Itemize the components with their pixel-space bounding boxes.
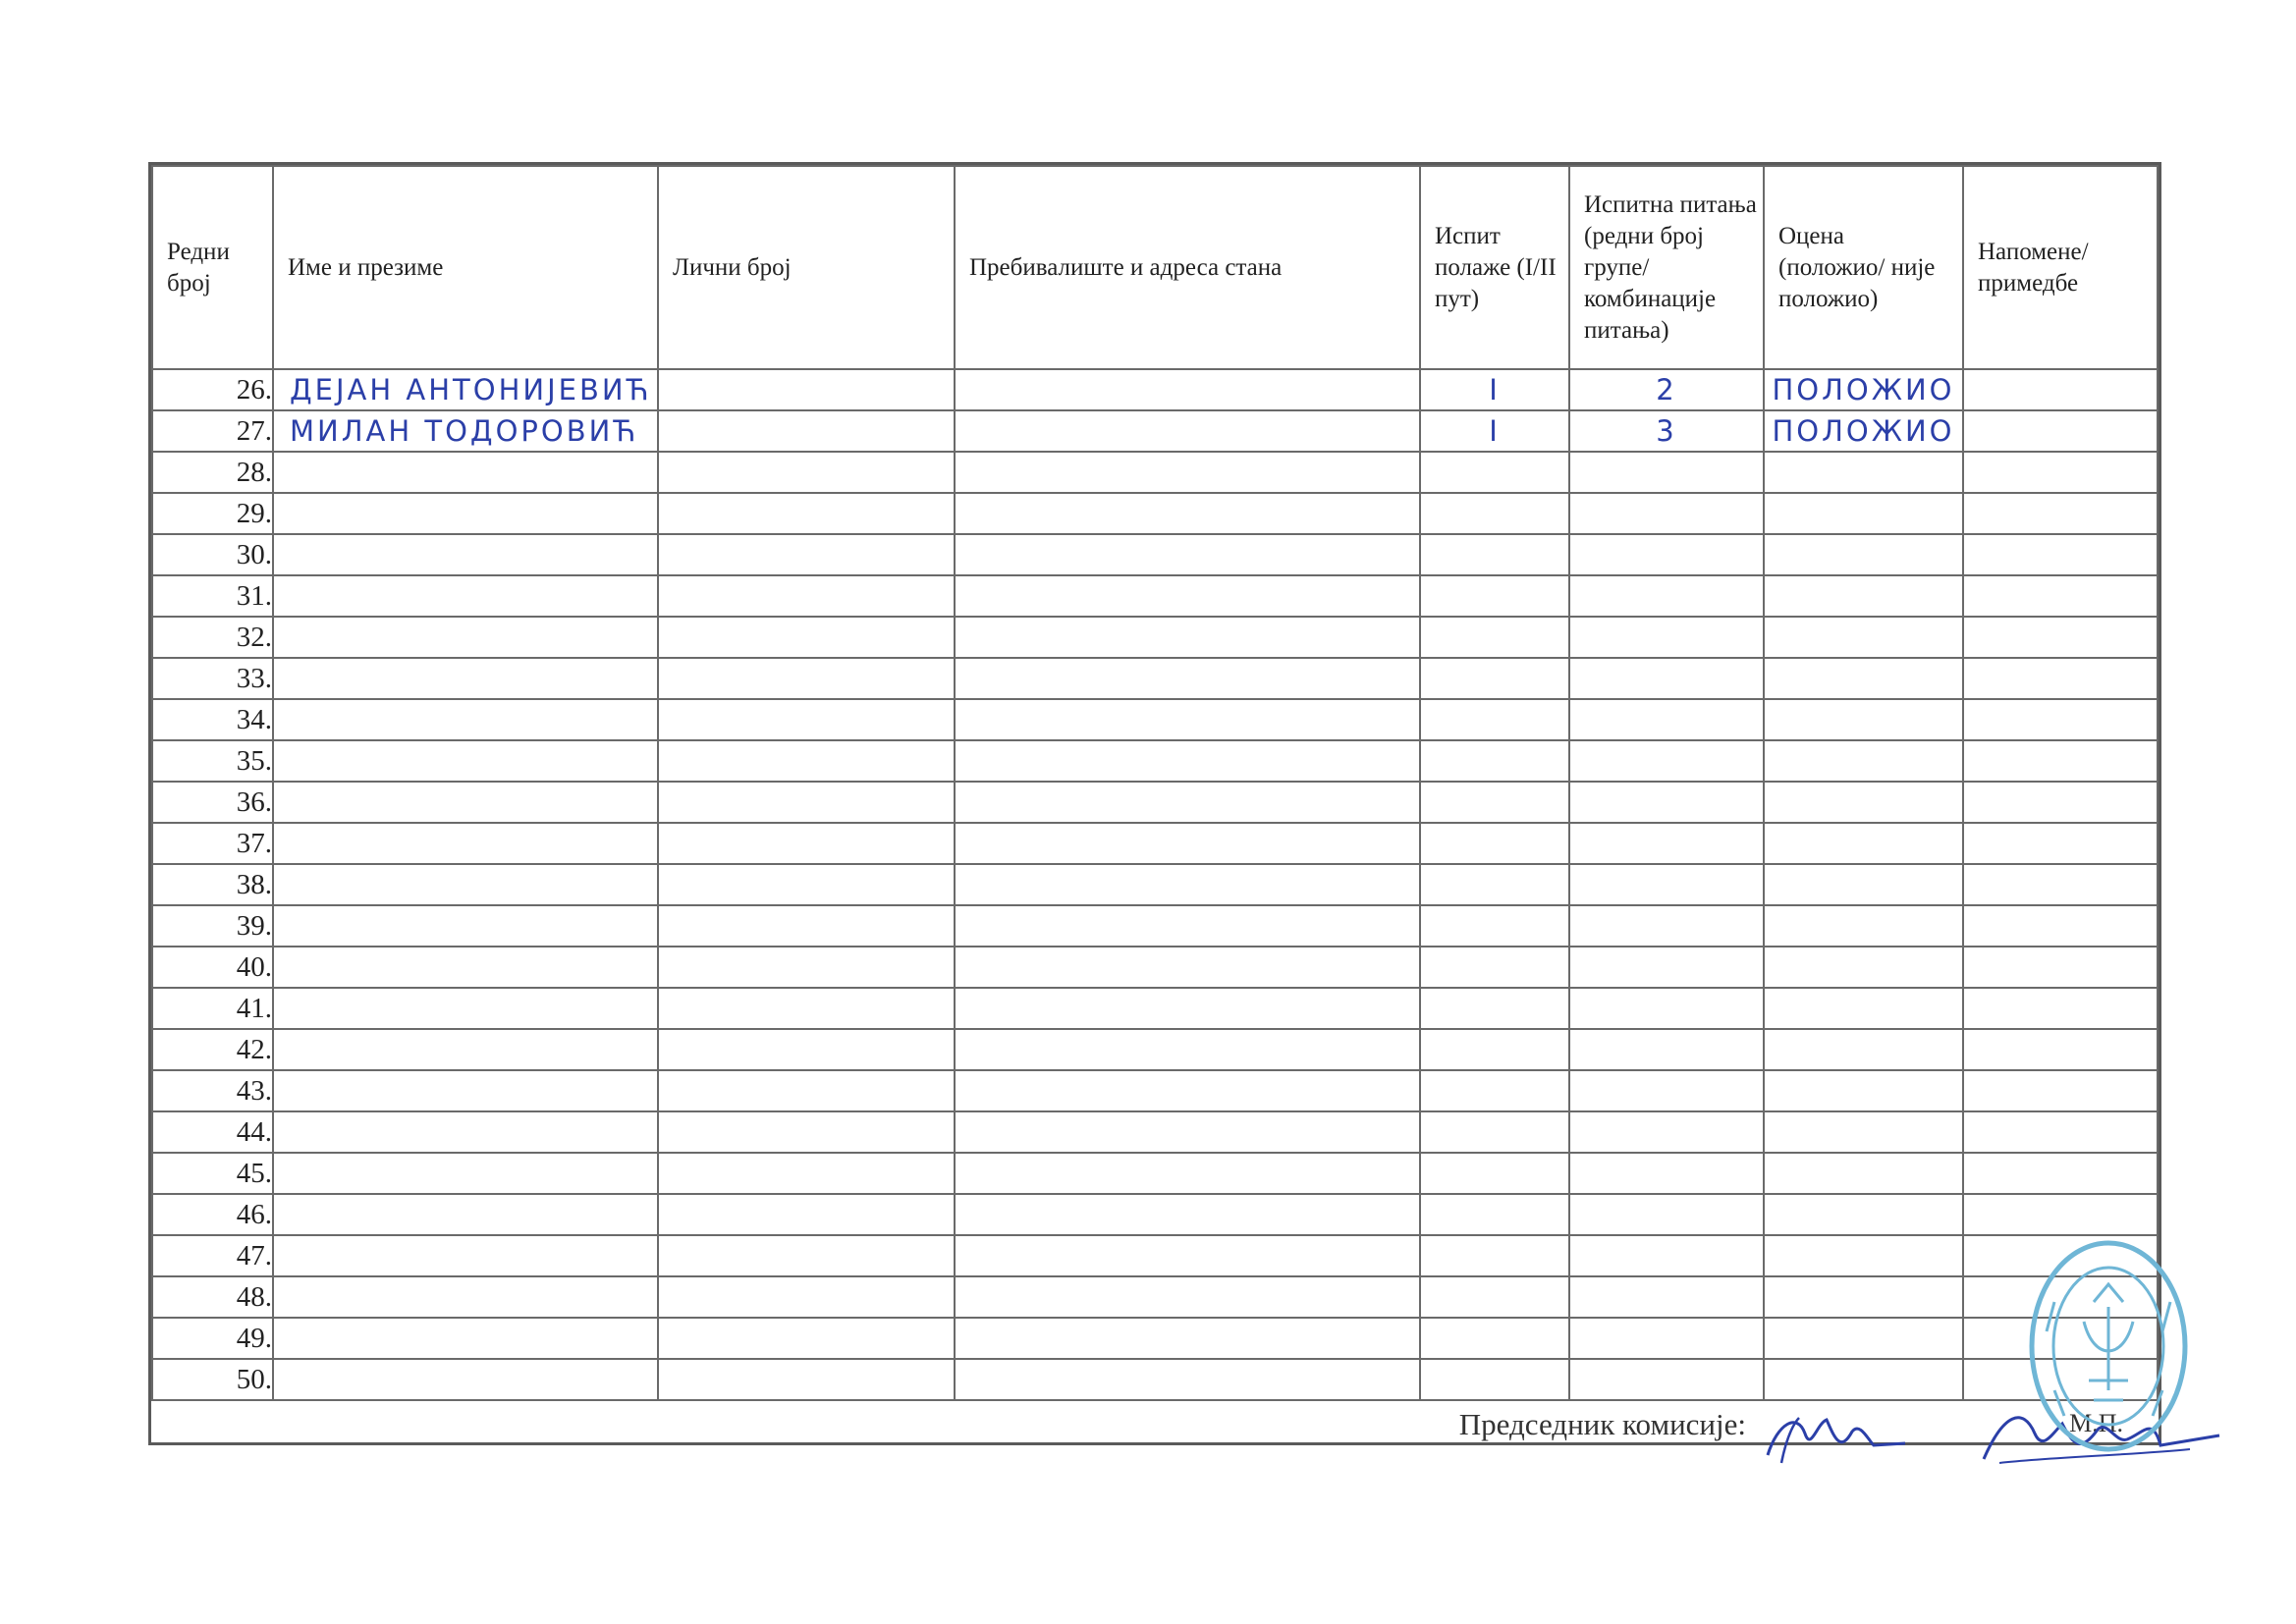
cell-grade: [1764, 1070, 1963, 1111]
header-residence: Пребивалиште и адреса стана: [955, 166, 1420, 369]
cell-attempt: [1420, 1153, 1569, 1194]
cell-questions: [1569, 658, 1764, 699]
cell-questions: [1569, 534, 1764, 575]
cell-questions: [1569, 1235, 1764, 1276]
cell-residence: [955, 1111, 1420, 1153]
cell-notes: [1963, 905, 2158, 947]
cell-grade: [1764, 905, 1963, 947]
cell-id-number: [658, 658, 955, 699]
cell-name: [273, 658, 658, 699]
cell-attempt: [1420, 534, 1569, 575]
cell-grade: [1764, 823, 1963, 864]
cell-id-number: [658, 1029, 955, 1070]
cell-serial: 47.: [152, 1235, 273, 1276]
cell-name: [273, 493, 658, 534]
cell-id-number: [658, 1359, 955, 1400]
table-row: [152, 1111, 2158, 1153]
table-row: [152, 782, 2158, 823]
cell-notes: [1963, 947, 2158, 988]
cell-name: [273, 1153, 658, 1194]
cell-name: [273, 1070, 658, 1111]
cell-attempt: [1420, 1276, 1569, 1318]
cell-residence: [955, 493, 1420, 534]
cell-questions: [1569, 1318, 1764, 1359]
cell-attempt: [1420, 1318, 1569, 1359]
cell-serial: 46.: [152, 1194, 273, 1235]
header-name: Име и презиме: [273, 166, 658, 369]
cell-attempt: [1420, 740, 1569, 782]
cell-attempt: [1420, 905, 1569, 947]
cell-attempt: [1420, 782, 1569, 823]
cell-grade: [1764, 452, 1963, 493]
cell-name: [273, 947, 658, 988]
cell-attempt: I: [1420, 410, 1569, 452]
cell-residence: [955, 534, 1420, 575]
table-row: [152, 1029, 2158, 1070]
cell-questions: [1569, 617, 1764, 658]
cell-grade: ПОЛОЖИО: [1764, 410, 1963, 452]
cell-serial: 34.: [152, 699, 273, 740]
cell-attempt: [1420, 699, 1569, 740]
cell-id-number: [658, 699, 955, 740]
cell-serial: 42.: [152, 1029, 273, 1070]
cell-residence: [955, 617, 1420, 658]
cell-notes: [1963, 782, 2158, 823]
cell-id-number: [658, 740, 955, 782]
header-questions: Испитна питања (редни број групе/ комбинације питања): [1569, 166, 1764, 369]
cell-id-number: [658, 575, 955, 617]
header-notes: Напомене/ примедбе: [1963, 166, 2158, 369]
cell-grade: [1764, 1153, 1963, 1194]
table-row: [152, 575, 2158, 617]
cell-questions: [1569, 905, 1764, 947]
cell-serial: 45.: [152, 1153, 273, 1194]
seal-label: М.П.: [2069, 1409, 2123, 1437]
cell-name: [273, 1029, 658, 1070]
cell-id-number: [658, 1194, 955, 1235]
table-row: [152, 699, 2158, 740]
cell-residence: [955, 823, 1420, 864]
cell-grade: [1764, 1111, 1963, 1153]
cell-grade: [1764, 740, 1963, 782]
cell-questions: [1569, 699, 1764, 740]
cell-questions: [1569, 1359, 1764, 1400]
table-row: [152, 410, 2158, 452]
table-row: [152, 988, 2158, 1029]
cell-notes: [1963, 575, 2158, 617]
cell-residence: [955, 740, 1420, 782]
cell-serial: 30.: [152, 534, 273, 575]
cell-questions: [1569, 782, 1764, 823]
cell-grade: [1764, 1235, 1963, 1276]
cell-attempt: [1420, 947, 1569, 988]
cell-residence: [955, 1235, 1420, 1276]
cell-notes: [1963, 699, 2158, 740]
cell-residence: [955, 1029, 1420, 1070]
exam-record-sheet: [148, 162, 2161, 1445]
table-row: [152, 1318, 2158, 1359]
cell-id-number: [658, 947, 955, 988]
cell-id-number: [658, 410, 955, 452]
cell-residence: [955, 1276, 1420, 1318]
table-row: [152, 947, 2158, 988]
cell-name: [273, 575, 658, 617]
table-row: [152, 864, 2158, 905]
header-id-number: Лични број: [658, 166, 955, 369]
cell-grade: [1764, 699, 1963, 740]
cell-residence: [955, 988, 1420, 1029]
cell-name: [273, 534, 658, 575]
cell-name: [273, 1235, 658, 1276]
exam-table: [151, 165, 2159, 1401]
cell-serial: 35.: [152, 740, 273, 782]
cell-serial: 41.: [152, 988, 273, 1029]
cell-id-number: [658, 617, 955, 658]
cell-serial: 33.: [152, 658, 273, 699]
cell-id-number: [658, 452, 955, 493]
cell-grade: ПОЛОЖИО: [1764, 369, 1963, 410]
cell-id-number: [658, 823, 955, 864]
cell-residence: [955, 1153, 1420, 1194]
table-row: [152, 658, 2158, 699]
cell-serial: 49.: [152, 1318, 273, 1359]
cell-grade: [1764, 1276, 1963, 1318]
cell-serial: 32.: [152, 617, 273, 658]
cell-grade: [1764, 575, 1963, 617]
official-seal-stamp: [2025, 1233, 2192, 1459]
cell-attempt: I: [1420, 369, 1569, 410]
cell-residence: [955, 1070, 1420, 1111]
cell-residence: [955, 452, 1420, 493]
cell-grade: [1764, 617, 1963, 658]
cell-grade: [1764, 947, 1963, 988]
table-body: [152, 369, 2158, 1400]
cell-id-number: [658, 534, 955, 575]
cell-questions: [1569, 575, 1764, 617]
cell-attempt: [1420, 1070, 1569, 1111]
cell-id-number: [658, 1318, 955, 1359]
cell-id-number: [658, 493, 955, 534]
cell-attempt: [1420, 823, 1569, 864]
cell-grade: [1764, 534, 1963, 575]
cell-attempt: [1420, 575, 1569, 617]
cell-name: [273, 1111, 658, 1153]
cell-serial: 50.: [152, 1359, 273, 1400]
cell-notes: [1963, 864, 2158, 905]
cell-attempt: [1420, 1111, 1569, 1153]
cell-attempt: [1420, 452, 1569, 493]
cell-name: МИЛАН ТОДОРОВИЋ: [273, 410, 658, 452]
cell-name: [273, 864, 658, 905]
cell-serial: 43.: [152, 1070, 273, 1111]
cell-residence: [955, 864, 1420, 905]
cell-serial: 38.: [152, 864, 273, 905]
cell-questions: [1569, 740, 1764, 782]
table-row: [152, 740, 2158, 782]
table-row: [152, 1276, 2158, 1318]
cell-id-number: [658, 1070, 955, 1111]
cell-questions: [1569, 1070, 1764, 1111]
cell-grade: [1764, 988, 1963, 1029]
cell-questions: 3: [1569, 410, 1764, 452]
chairman-label: Председник комисије:: [1458, 1407, 1746, 1441]
table-row: [152, 452, 2158, 493]
table-row: [152, 493, 2158, 534]
cell-notes: [1963, 1111, 2158, 1153]
cell-serial: 44.: [152, 1111, 273, 1153]
cell-name: [273, 823, 658, 864]
header-attempt: Испит полаже (I/II пут): [1420, 166, 1569, 369]
cell-notes: [1963, 823, 2158, 864]
cell-questions: [1569, 452, 1764, 493]
cell-residence: [955, 1194, 1420, 1235]
cell-notes: [1963, 534, 2158, 575]
table-row: [152, 369, 2158, 410]
cell-name: [273, 988, 658, 1029]
cell-grade: [1764, 1029, 1963, 1070]
cell-name: ДЕЈАН АНТОНИЈЕВИЋ: [273, 369, 658, 410]
cell-serial: 29.: [152, 493, 273, 534]
cell-id-number: [658, 905, 955, 947]
cell-residence: [955, 1359, 1420, 1400]
cell-residence: [955, 575, 1420, 617]
cell-notes: [1963, 1153, 2158, 1194]
cell-serial: 39.: [152, 905, 273, 947]
table-row: [152, 1235, 2158, 1276]
cell-name: [273, 1276, 658, 1318]
header-row: [152, 166, 2158, 369]
cell-residence: [955, 369, 1420, 410]
cell-questions: [1569, 1153, 1764, 1194]
cell-name: [273, 1318, 658, 1359]
cell-attempt: [1420, 1029, 1569, 1070]
table-row: [152, 1194, 2158, 1235]
cell-id-number: [658, 369, 955, 410]
cell-notes: [1963, 740, 2158, 782]
cell-attempt: [1420, 988, 1569, 1029]
cell-residence: [955, 1318, 1420, 1359]
table-row: [152, 1070, 2158, 1111]
cell-serial: 27.: [152, 410, 273, 452]
cell-questions: [1569, 823, 1764, 864]
cell-name: [273, 452, 658, 493]
table-row: [152, 905, 2158, 947]
cell-attempt: [1420, 1359, 1569, 1400]
cell-questions: [1569, 493, 1764, 534]
cell-name: [273, 1194, 658, 1235]
cell-id-number: [658, 1235, 955, 1276]
cell-grade: [1764, 782, 1963, 823]
cell-name: [273, 699, 658, 740]
cell-notes: [1963, 1029, 2158, 1070]
cell-residence: [955, 905, 1420, 947]
cell-attempt: [1420, 1235, 1569, 1276]
cell-name: [273, 782, 658, 823]
cell-attempt: [1420, 1194, 1569, 1235]
cell-serial: 36.: [152, 782, 273, 823]
cell-questions: 2: [1569, 369, 1764, 410]
cell-id-number: [658, 782, 955, 823]
cell-residence: [955, 947, 1420, 988]
table-row: [152, 617, 2158, 658]
cell-grade: [1764, 1318, 1963, 1359]
cell-notes: [1963, 1194, 2158, 1235]
table-row: [152, 534, 2158, 575]
cell-attempt: [1420, 493, 1569, 534]
cell-attempt: [1420, 658, 1569, 699]
header-serial: Редни број: [152, 166, 273, 369]
cell-notes: [1963, 617, 2158, 658]
cell-id-number: [658, 1111, 955, 1153]
cell-id-number: [658, 988, 955, 1029]
cell-id-number: [658, 1276, 955, 1318]
cell-questions: [1569, 1276, 1764, 1318]
cell-id-number: [658, 864, 955, 905]
cell-grade: [1764, 1194, 1963, 1235]
cell-attempt: [1420, 864, 1569, 905]
cell-residence: [955, 699, 1420, 740]
cell-notes: [1963, 988, 2158, 1029]
cell-attempt: [1420, 617, 1569, 658]
cell-questions: [1569, 1029, 1764, 1070]
cell-name: [273, 905, 658, 947]
cell-name: [273, 1359, 658, 1400]
cell-notes: [1963, 369, 2158, 410]
cell-name: [273, 740, 658, 782]
cell-notes: [1963, 493, 2158, 534]
cell-id-number: [658, 1153, 955, 1194]
cell-serial: 28.: [152, 452, 273, 493]
cell-notes: [1963, 1070, 2158, 1111]
cell-questions: [1569, 1194, 1764, 1235]
cell-serial: 40.: [152, 947, 273, 988]
cell-serial: 26.: [152, 369, 273, 410]
cell-questions: [1569, 988, 1764, 1029]
cell-grade: [1764, 493, 1963, 534]
header-grade: Оцена (положио/ није положио): [1764, 166, 1963, 369]
cell-serial: 37.: [152, 823, 273, 864]
cell-questions: [1569, 947, 1764, 988]
cell-name: [273, 617, 658, 658]
table-row: [152, 823, 2158, 864]
cell-serial: 31.: [152, 575, 273, 617]
table-row: [152, 1153, 2158, 1194]
cell-notes: [1963, 452, 2158, 493]
cell-questions: [1569, 864, 1764, 905]
cell-serial: 48.: [152, 1276, 273, 1318]
cell-residence: [955, 658, 1420, 699]
cell-residence: [955, 782, 1420, 823]
cell-notes: [1963, 658, 2158, 699]
cell-grade: [1764, 864, 1963, 905]
cell-questions: [1569, 1111, 1764, 1153]
cell-grade: [1764, 658, 1963, 699]
cell-residence: [955, 410, 1420, 452]
cell-notes: [1963, 410, 2158, 452]
